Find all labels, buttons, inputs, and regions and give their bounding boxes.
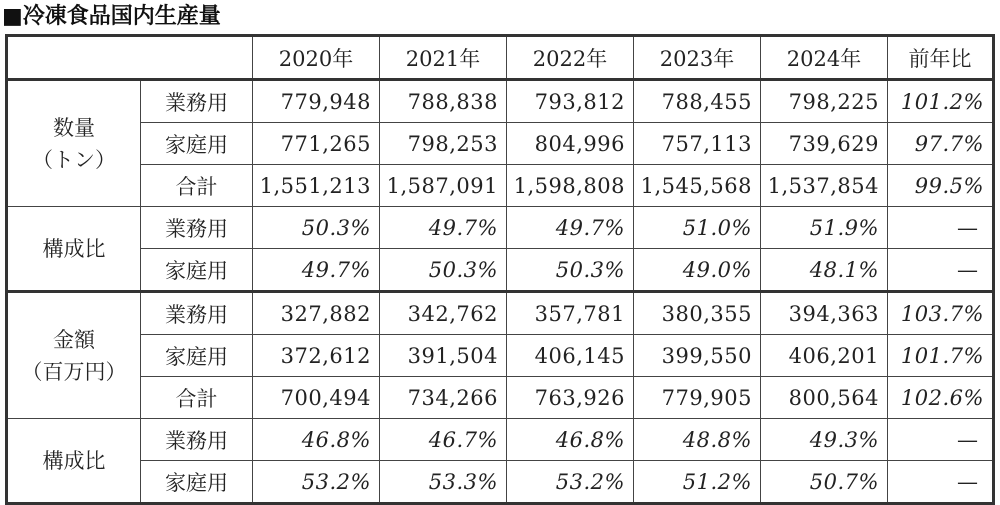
group-label — [7, 419, 141, 504]
value-cell: 700,494 — [253, 377, 380, 419]
value-cell: 49.7% — [507, 207, 634, 249]
value-cell: 49.7% — [380, 207, 507, 249]
yoy-cell: 103.7% — [888, 292, 994, 335]
group-label-line: 数量 — [53, 115, 95, 140]
value-cell: 788,455 — [634, 80, 761, 123]
group-label-line: （トン） — [32, 147, 116, 172]
value-cell: 793,812 — [507, 80, 634, 123]
group-label-line: 構成比 — [42, 236, 106, 261]
row-category: 業務用 — [141, 207, 253, 249]
header-yoy: 前年比 — [888, 36, 994, 80]
row-category: 合計 — [141, 165, 253, 207]
value-cell: 734,266 — [380, 377, 507, 419]
header-blank-cell — [7, 36, 253, 80]
header-year: 2022年 — [507, 36, 634, 80]
value-cell: 49.3% — [761, 419, 888, 461]
yoy-cell: 102.6% — [888, 377, 994, 419]
group-label — [7, 207, 141, 292]
header-year: 2023年 — [634, 36, 761, 80]
table-row — [7, 80, 994, 123]
yoy-cell: 99.5% — [888, 165, 994, 207]
value-cell: 800,564 — [761, 377, 888, 419]
header-year: 2021年 — [380, 36, 507, 80]
value-cell: 46.7% — [380, 419, 507, 461]
value-cell: 372,612 — [253, 335, 380, 377]
value-cell: 357,781 — [507, 292, 634, 335]
table-row — [7, 207, 994, 249]
value-cell: 804,996 — [507, 123, 634, 165]
value-cell: 1,545,568 — [634, 165, 761, 207]
value-cell: 48.1% — [761, 249, 888, 292]
value-cell: 779,905 — [634, 377, 761, 419]
yoy-cell: — — [888, 461, 994, 504]
value-cell: 327,882 — [253, 292, 380, 335]
value-cell: 53.3% — [380, 461, 507, 504]
value-cell: 51.0% — [634, 207, 761, 249]
yoy-cell: — — [888, 207, 994, 249]
row-category: 家庭用 — [141, 335, 253, 377]
value-cell: 391,504 — [380, 335, 507, 377]
value-cell: 49.7% — [253, 249, 380, 292]
row-category: 業務用 — [141, 292, 253, 335]
yoy-cell: 101.2% — [888, 80, 994, 123]
row-category: 合計 — [141, 377, 253, 419]
value-cell: 48.8% — [634, 419, 761, 461]
group-label — [7, 292, 141, 419]
value-cell: 1,598,808 — [507, 165, 634, 207]
value-cell: 50.3% — [507, 249, 634, 292]
table-row — [7, 461, 994, 504]
row-category: 家庭用 — [141, 461, 253, 504]
value-cell: 51.2% — [634, 461, 761, 504]
value-cell: 50.3% — [253, 207, 380, 249]
group-label-line: （百万円） — [21, 359, 127, 384]
value-cell: 51.9% — [761, 207, 888, 249]
value-cell: 798,225 — [761, 80, 888, 123]
value-cell: 342,762 — [380, 292, 507, 335]
value-cell: 779,948 — [253, 80, 380, 123]
row-category: 家庭用 — [141, 123, 253, 165]
value-cell: 798,253 — [380, 123, 507, 165]
table-row — [7, 419, 994, 461]
header-year: 2024年 — [761, 36, 888, 80]
value-cell: 1,587,091 — [380, 165, 507, 207]
value-cell: 1,537,854 — [761, 165, 888, 207]
value-cell: 53.2% — [507, 461, 634, 504]
value-cell: 46.8% — [253, 419, 380, 461]
yoy-cell: — — [888, 249, 994, 292]
value-cell: 49.0% — [634, 249, 761, 292]
row-category: 家庭用 — [141, 249, 253, 292]
group-label-line: 構成比 — [42, 448, 106, 473]
table-row — [7, 335, 994, 377]
value-cell: 394,363 — [761, 292, 888, 335]
value-cell: 46.8% — [507, 419, 634, 461]
value-cell: 763,926 — [507, 377, 634, 419]
value-cell: 1,551,213 — [253, 165, 380, 207]
value-cell: 739,629 — [761, 123, 888, 165]
table-row — [7, 249, 994, 292]
table-row — [7, 165, 994, 207]
yoy-cell: 101.7% — [888, 335, 994, 377]
value-cell: 50.3% — [380, 249, 507, 292]
value-cell: 771,265 — [253, 123, 380, 165]
table-body — [7, 80, 994, 504]
value-cell: 380,355 — [634, 292, 761, 335]
yoy-cell: — — [888, 419, 994, 461]
value-cell: 406,201 — [761, 335, 888, 377]
value-cell: 788,838 — [380, 80, 507, 123]
table-title: ■冷凍食品国内生産量 — [2, 4, 221, 29]
value-cell: 757,113 — [634, 123, 761, 165]
row-category: 業務用 — [141, 419, 253, 461]
group-label — [7, 80, 141, 207]
group-label-line: 金額 — [53, 327, 95, 352]
value-cell: 406,145 — [507, 335, 634, 377]
value-cell: 53.2% — [253, 461, 380, 504]
table-row — [7, 123, 994, 165]
production-table — [5, 34, 995, 505]
table-row — [7, 377, 994, 419]
value-cell: 50.7% — [761, 461, 888, 504]
row-category: 業務用 — [141, 80, 253, 123]
header-year: 2020年 — [253, 36, 380, 80]
table-row — [7, 292, 994, 335]
header-row — [7, 36, 994, 80]
yoy-cell: 97.7% — [888, 123, 994, 165]
value-cell: 399,550 — [634, 335, 761, 377]
